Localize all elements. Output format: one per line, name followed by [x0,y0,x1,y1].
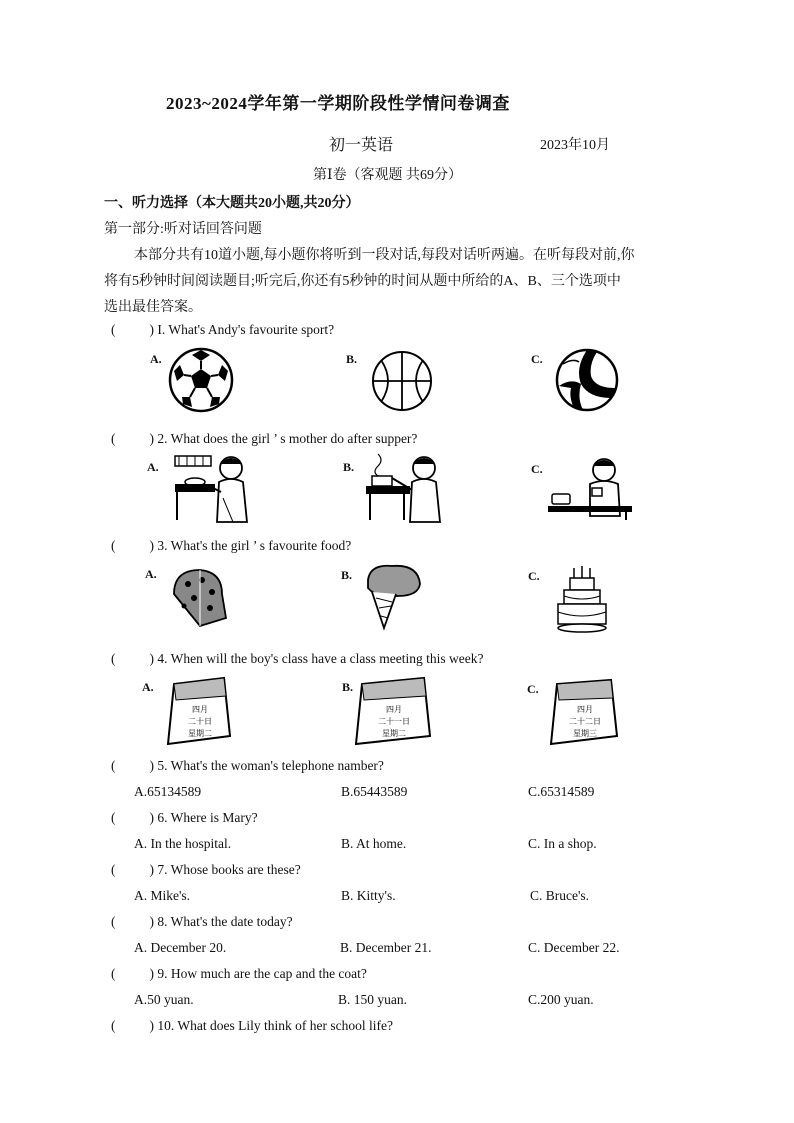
question-9: ( ) 9. How much are the cap and the coat? [111,966,367,981]
option-b: B. 150 yuan. [338,992,407,1007]
option-b: B. At home. [341,836,407,851]
option-label: A. [150,352,162,366]
calendar-month: 四月 [386,705,402,714]
option-label: A. [145,567,157,581]
birthday-cake-icon [556,566,608,634]
question-5: ( ) 5. What's the woman's telephone namber? [111,758,384,773]
exam-date: 2023年10月 [540,138,610,153]
option-label: B. [343,460,355,474]
part-heading: 第一部分:听对话回答问题 [104,222,262,237]
basketball-icon [371,350,433,412]
option-label: C. [528,569,540,583]
calendar-weekday: 星期三 [573,729,597,738]
option-a: A. Mike's. [134,888,191,903]
calendar-day: 二十一日 [378,717,410,726]
intro-line-1: 本部分共有10道小题,每小题你将听到一段对话,每段对话听两遍。在听每段对前,你 [134,248,635,263]
question-7: ( ) 7. Whose books are these? [111,862,301,877]
question-text: 10. What does Lily think of her school life? [157,1018,393,1033]
question-text: 8. What's the date today? [157,914,293,929]
option-c: C. December 22. [528,940,620,955]
question-text: 9. How much are the cap and the coat? [157,966,367,981]
intro-line-2: 将有5秒钟时间阅读题目;听完后,你还有5秒钟的时间从题中所给的A、B、三个选项中 [104,274,621,289]
calendar-weekday: 星期二 [188,729,212,738]
option-c: C. In a shop. [528,836,597,851]
question-6: ( ) 6. Where is Mary? [111,810,258,825]
question-text: 3. What's the girl ’ s favourite food? [157,538,352,553]
calendar-month: 四月 [192,705,208,714]
question-text: I. What's Andy's favourite sport? [157,322,335,337]
question-2: ( ) 2. What does the girl ’ s mother do after supper? [111,431,418,446]
question-text: 7. Whose books are these? [157,862,301,877]
drinking-tea-picture [548,456,632,522]
calendar-month: 四月 [577,705,593,714]
question-8: ( ) 8. What's the date today? [111,914,293,929]
calendar-icon [352,674,436,746]
option-c: C.65314589 [528,784,595,799]
question-1: ( ) I. What's Andy's favourite sport? [111,322,335,337]
question-4: ( ) 4. When will the boy's class have a class meeting this week? [111,651,484,666]
option-label: B. [341,568,353,582]
calendar-icon [164,674,234,746]
question-10: ( ) 10. What does Lily think of her school life? [111,1018,393,1033]
option-a: A.65134589 [134,784,202,799]
calendar-day: 二十日 [188,717,212,726]
question-text: 6. Where is Mary? [157,810,258,825]
option-label: A. [142,680,154,694]
question-text: 4. When will the boy's class have a class meeting this week? [157,651,484,666]
washing-dishes-picture [173,452,253,524]
option-label: B. [342,680,354,694]
calendar-weekday: 星期二 [382,729,406,738]
option-label: B. [346,352,358,366]
option-label: C. [531,462,543,476]
option-b: B.65443589 [341,784,408,799]
intro-line-3: 选出最佳答案。 [104,300,202,315]
option-label: C. [527,682,539,696]
option-b: B. Kitty's. [341,888,396,903]
soccer-ball-icon [168,347,234,413]
ice-cream-icon [362,562,424,630]
calendar-day: 二十二日 [569,717,601,726]
pizza-icon [170,566,228,628]
subject-title: 初一英语 [329,137,394,154]
section-heading: 一、听力选择（本大题共20小题,共20分） [104,196,360,211]
volume-title: 第Ⅰ卷（客观题 共69分） [313,168,463,183]
option-label: A. [147,460,159,474]
question-text: 2. What does the girl ’ s mother do after supper? [157,431,418,446]
option-label: C. [531,352,543,366]
option-a: A. In the hospital. [134,836,232,851]
question-3: ( ) 3. What's the girl ’ s favourite food? [111,538,352,553]
cooking-picture [364,452,444,524]
exam-title: 2023~2024学年第一学期阶段性学情问卷调查 [166,94,510,113]
option-b: B. December 21. [340,940,432,955]
option-c: C. Bruce's. [530,888,590,903]
option-a: A. December 20. [134,940,227,955]
option-a: A.50 yuan. [134,992,194,1007]
question-text: 5. What's the woman's telephone namber? [157,758,384,773]
option-c: C.200 yuan. [528,992,594,1007]
calendar-icon [547,676,621,746]
volleyball-icon [555,348,619,412]
